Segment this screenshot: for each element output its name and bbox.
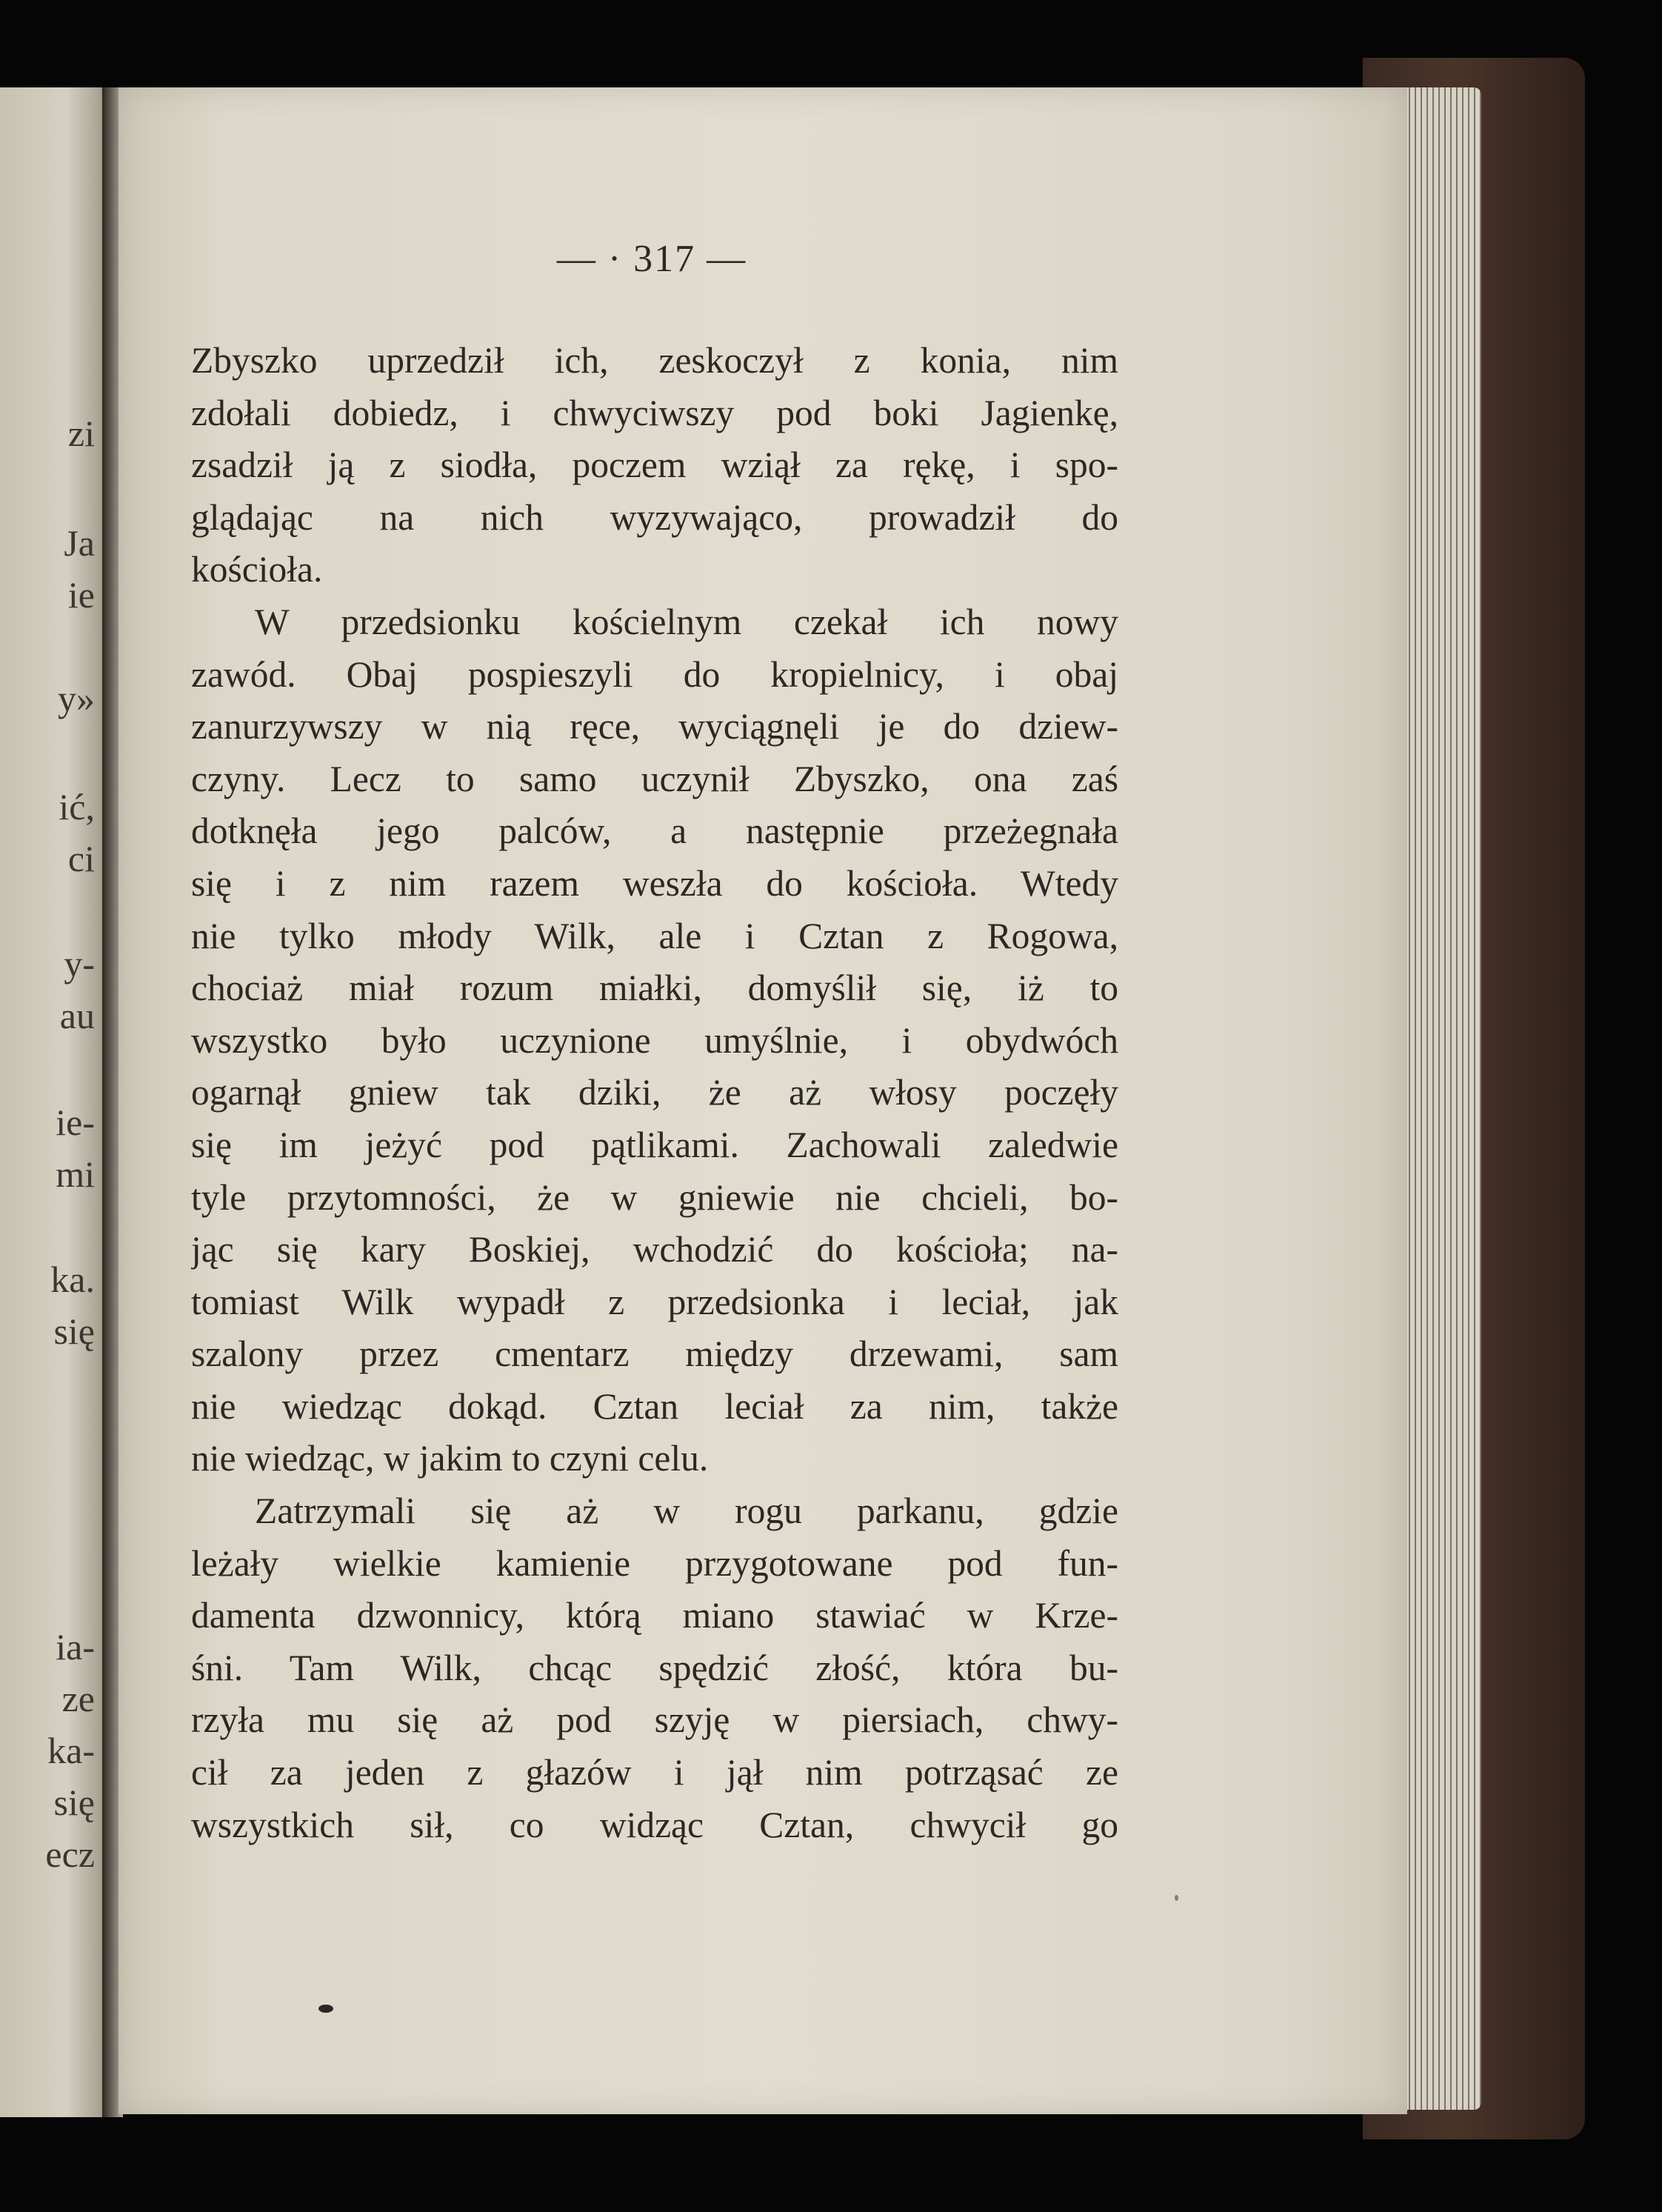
left-page-fragment: y» — [58, 678, 95, 719]
text-line: jąc się kary Boskiej, wchodzić do kościoła; na- — [191, 1229, 1118, 1270]
text-line: się im jeżyć pod pątlikami. Zachowali zaledwie — [191, 1124, 1118, 1165]
left-page-fragment: zi — [67, 413, 95, 454]
text-line: chociaż miał rozum miałki, domyślił się, iż to — [191, 967, 1118, 1009]
left-page-fragment: ze — [61, 1678, 95, 1719]
left-page-fragment: ić, — [59, 786, 95, 827]
left-page-fragment: ie- — [56, 1102, 95, 1143]
text-line: kościoła. — [191, 549, 323, 590]
left-page-fragment: ecz — [45, 1833, 95, 1875]
text-line: tyle przytomności, że w gniewie nie chcieli, bo- — [191, 1176, 1118, 1218]
left-page-fragment: się — [53, 1782, 95, 1823]
text-line: nie wiedząc dokąd. Cztan leciał za nim, także — [191, 1385, 1118, 1427]
left-page-fragment: ka- — [47, 1730, 95, 1771]
left-page-fragment: ci — [67, 838, 95, 879]
text-line: glądając na nich wyzywająco, prowadził do — [191, 496, 1118, 538]
text-line: śni. Tam Wilk, chcąc spędzić złość, która bu- — [191, 1647, 1118, 1688]
text-line: cił za jeden z głazów i jął nim potrząsać ze — [191, 1752, 1118, 1793]
left-page-fragment: y- — [64, 943, 95, 985]
left-page-fragment: ie — [67, 574, 95, 616]
text-line: wszystkich sił, co widząc Cztan, chwycił go — [191, 1804, 1118, 1845]
text-line: czyny. Lecz to samo uczynił Zbyszko, ona zaś — [191, 758, 1118, 799]
text-line: zawód. Obaj pospieszyli do kropielnicy, i obaj — [191, 653, 1118, 695]
text-line: ogarnął gniew tak dziki, że aż włosy poczęły — [191, 1072, 1118, 1113]
ink-speck — [318, 2005, 333, 2013]
ink-speck — [1175, 1895, 1178, 1901]
page-number: — · 317 — — [556, 238, 747, 280]
text-line: się i z nim razem weszła do kościoła. Wtedy — [191, 862, 1118, 904]
left-page-fragment: się — [53, 1310, 95, 1352]
text-line: zdołali dobiedz, i chwyciwszy pod boki Jagienkę, — [191, 392, 1118, 433]
text-line: leżały wielkie kamienie przygotowane pod fun- — [191, 1542, 1118, 1584]
text-line: damenta dzwonnicy, którą miano stawiać w Krze- — [191, 1595, 1118, 1636]
text-line: zanurzywszy w nią ręce, wyciągnęli je do dziew- — [191, 706, 1118, 747]
text-line: wszystko było uczynione umyślnie, i obydwóch — [191, 1019, 1118, 1061]
text-line: tomiast Wilk wypadł z przedsionka i leciał, jak — [191, 1281, 1118, 1322]
text-line: zsadził ją z siodła, poczem wziął za rękę, i spo- — [191, 444, 1118, 486]
text-line: szalony przez cmentarz między drzewami, sam — [191, 1333, 1118, 1375]
text-line: rzyła mu się aż pod szyję w piersiach, chwy- — [191, 1699, 1118, 1741]
left-page-fragment: Ja — [64, 522, 95, 564]
text-line: dotknęła jego palców, a następnie przeżegnała — [191, 810, 1118, 852]
text-line: nie tylko młody Wilk, ale i Cztan z Rogowa, — [191, 915, 1118, 956]
left-page-fragment: ia- — [56, 1626, 95, 1668]
text-line: Zatrzymali się aż w rogu parkanu, gdzie — [255, 1490, 1118, 1532]
text-line: W przedsionku kościelnym czekał ich nowy — [255, 601, 1118, 642]
left-page — [0, 87, 111, 2117]
left-page-fragment: ka. — [50, 1259, 95, 1300]
left-page-fragment: au — [59, 995, 95, 1036]
left-page-fragment: mi — [56, 1153, 95, 1195]
text-line: Zbyszko uprzedził ich, zeskoczył z konia, nim — [191, 340, 1118, 381]
text-line: nie wiedząc, w jakim to czyni celu. — [191, 1438, 709, 1479]
page-text — [191, 335, 1118, 1851]
